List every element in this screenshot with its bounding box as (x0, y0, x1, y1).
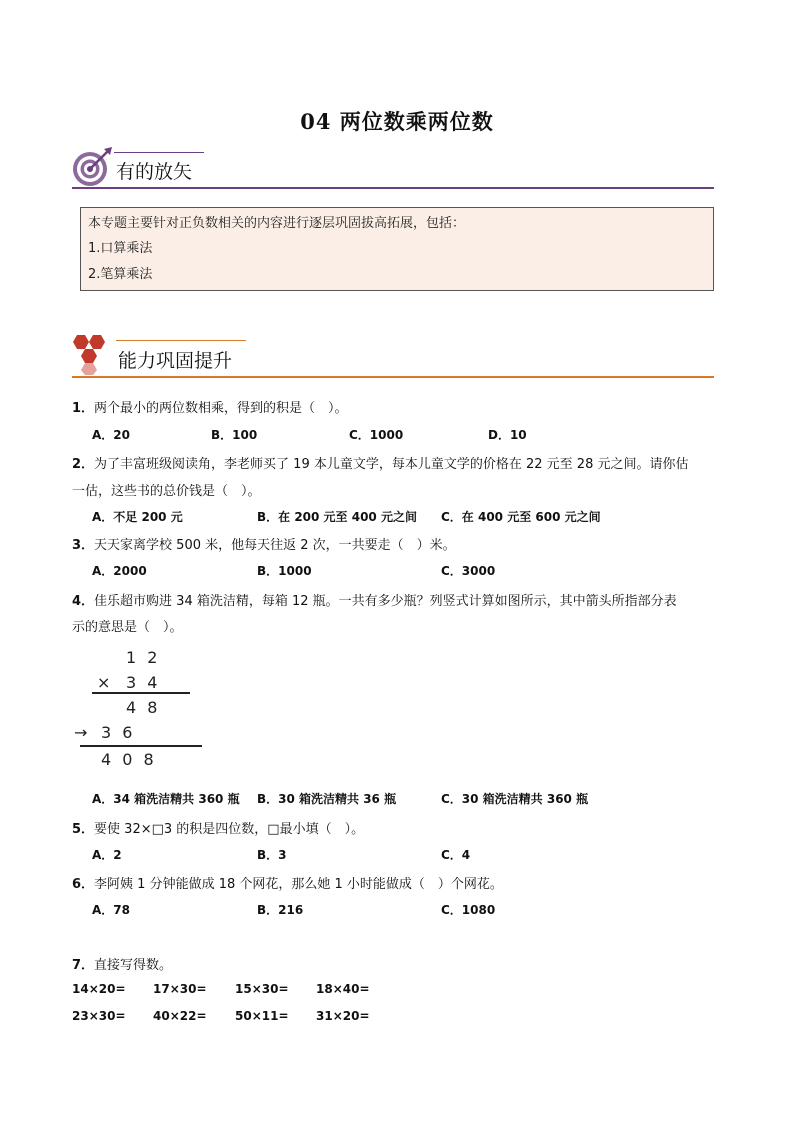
q2-option-a[interactable]: A．不足 200 元 (92, 510, 183, 524)
question-2-text-line1: 为了丰富班级阅读角，李老师买了 19 本儿童文学，每本儿童文学的价格在 22 元至 28 元之间。请你估 (94, 457, 689, 472)
question-2 (72, 453, 688, 472)
calc-line-1 (92, 692, 190, 694)
calc-row-1: 1 2 (126, 648, 158, 667)
calc-row-5: 4 0 8 (101, 750, 154, 769)
calc-line-2 (80, 745, 202, 747)
question-5-number: 5． (72, 822, 95, 837)
calc-row-3: 4 8 (126, 698, 158, 717)
q6-option-c[interactable]: C．1080 (441, 903, 496, 917)
question-4-text-line2: 示的意思是（ ）。 (72, 620, 183, 635)
page-title: 04 两位数乘两位数 (300, 109, 494, 134)
intro-line3: 2.笔算乘法 (88, 267, 153, 282)
question-3 (72, 534, 456, 553)
section2-rule (72, 376, 714, 378)
expr-7: 50×11= (235, 1009, 289, 1023)
section2-heading: 能力巩固提升 (118, 350, 233, 372)
expr-2: 17×30= (153, 982, 207, 996)
q3-option-c[interactable]: C．3000 (441, 564, 496, 578)
question-2-text-line2: 一估，这些书的总价钱是（ ）。 (72, 484, 261, 499)
hexagon-icon (68, 333, 114, 375)
expr-4: 18×40= (316, 982, 370, 996)
question-7-number: 7． (72, 958, 95, 973)
question-3-text: 天天家离学校 500 米，他每天往返 2 次，一共要走（ ）米。 (94, 538, 456, 553)
q3-option-a[interactable]: A．2000 (92, 564, 147, 578)
question-7 (72, 954, 172, 973)
section2-top-rule (116, 340, 246, 341)
calc-row-2: 3 4 (126, 673, 158, 692)
q4-option-a[interactable]: A．34 箱洗洁精共 360 瓶 (92, 792, 240, 806)
target-icon (70, 145, 114, 189)
expr-5: 23×30= (72, 1009, 126, 1023)
q2-option-c[interactable]: C．在 400 元至 600 元之间 (441, 510, 601, 524)
intro-line2: 1.口算乘法 (88, 241, 153, 256)
calc-times-sign: × (97, 673, 111, 692)
expr-1: 14×20= (72, 982, 126, 996)
q1-option-c[interactable]: C．1000 (349, 428, 404, 442)
question-4 (72, 590, 677, 609)
intro-box (80, 207, 714, 291)
q1-option-b[interactable]: B．100 (211, 428, 258, 442)
q5-option-b[interactable]: B．3 (257, 848, 287, 862)
q4-option-b[interactable]: B．30 箱洗洁精共 36 瓶 (257, 792, 397, 806)
question-5-text: 要使 32×□3 的积是四位数，□最小填（ ）。 (94, 822, 365, 837)
question-4-number: 4． (72, 594, 95, 609)
section1-heading: 有的放矢 (116, 161, 193, 183)
question-6 (72, 873, 503, 892)
q5-option-c[interactable]: C．4 (441, 848, 471, 862)
expr-8: 31×20= (316, 1009, 370, 1023)
q1-option-d[interactable]: D．10 (488, 428, 527, 442)
expr-6: 40×22= (153, 1009, 207, 1023)
question-6-number: 6． (72, 877, 95, 892)
q6-option-a[interactable]: A．78 (92, 903, 130, 917)
question-4-text-line1: 佳乐超市购进 34 箱洗洁精，每箱 12 瓶。一共有多少瓶？列竖式计算如图所示，其中箭头所指部分表 (94, 594, 677, 609)
question-2-line2 (72, 480, 261, 499)
q5-option-a[interactable]: A．2 (92, 848, 122, 862)
question-2-number: 2． (72, 457, 95, 472)
question-1-number: 1． (72, 401, 95, 416)
calc-arrow-icon: → (74, 723, 88, 742)
intro-line1: 本专题主要针对正负数相关的内容进行逐层巩固拔高拓展，包括： (88, 216, 466, 231)
section1-rule (72, 187, 714, 189)
question-1 (72, 397, 348, 416)
question-1-text: 两个最小的两位数相乘，得到的积是（ ）。 (94, 401, 348, 416)
q2-option-b[interactable]: B．在 200 元至 400 元之间 (257, 510, 417, 524)
q4-option-c[interactable]: C．30 箱洗洁精共 360 瓶 (441, 792, 589, 806)
question-7-text: 直接写得数。 (94, 958, 173, 973)
question-4-line2 (72, 616, 183, 635)
expr-3: 15×30= (235, 982, 289, 996)
question-6-text: 李阿姨 1 分钟能做成 18 个网花，那么她 1 小时能做成（ ）个网花。 (94, 877, 503, 892)
calc-row-4: 3 6 (101, 723, 133, 742)
q1-option-a[interactable]: A．20 (92, 428, 130, 442)
question-5 (72, 818, 364, 837)
question-3-number: 3． (72, 538, 95, 553)
q3-option-b[interactable]: B．1000 (257, 564, 312, 578)
q6-option-b[interactable]: B．216 (257, 903, 304, 917)
section1-top-rule (114, 152, 204, 153)
